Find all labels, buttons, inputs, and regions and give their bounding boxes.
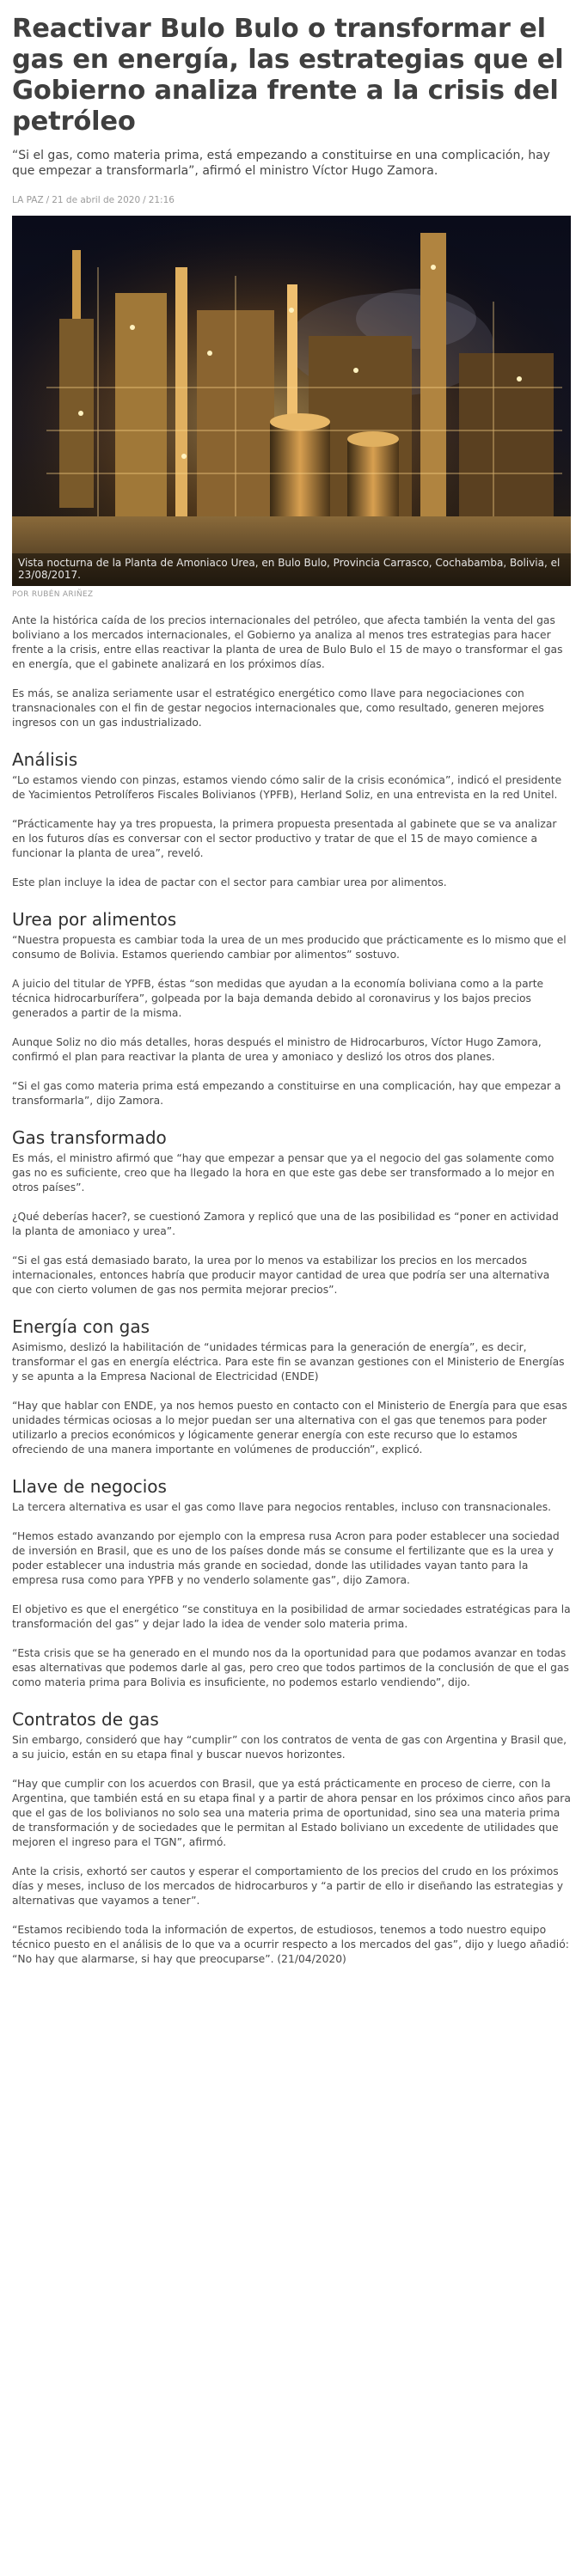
paragraph: “Hemos estado avanzando por ejemplo con la empresa rusa Acron para poder establecer una sociedad de inversión en Brasil, que es uno de los países donde más se consume el fertilizante que es la urea y poder establecer una industria más grande en sociedad, donde las utilidades vayan tanto para la empresa rusa como para YPFB y no venderlo solamente gas”, dijo Zamora. (12, 1530, 560, 1586)
paragraph: “Prácticamente hay ya tres propuesta, la primera propuesta presentada al gabinete que se va analizar en los futuros días es conversar con el sector productivo y tratar de que el 15 de mayo comience a funcionar la planta de urea”, reveló. (12, 818, 557, 859)
subheading-urea-por-alimentos: Urea por alimentos (12, 909, 177, 930)
subheading-analisis: Análisis (12, 749, 78, 770)
paragraph: “Hay que cumplir con los acuerdos con Brasil, que ya está prácticamente en proceso de cierre, con la Argentina, que también está en su etapa final y a partir de ahora pensar en los próximos cinco años para que el gas de los bolivianos no solo sea una materia prima de oportunidad, sino sea una materia prima de transformación y de sociedades que le permitan al Estado boliviano un excedente de utilidades que mejoren el ingreso para el TGN”, afirmó. (12, 1778, 571, 1848)
paragraph: “Lo estamos viendo con pinzas, estamos viendo cómo salir de la crisis económica”, indicó el presidente de Yacimientos Petrolíferos Fiscales Bolivianos (YPFB), Herland Soliz, en una entrevista en la red Unitel. (12, 774, 562, 801)
dateline: LA PAZ / 21 de abril de 2020 / 21:16 (12, 195, 175, 205)
paragraph: Asimismo, deslizó la habilitación de “unidades térmicas para la generación de energía”, es decir, transformar el gas en energía eléctrica. Para este fin se avanzan gestiones con el Ministerio de Energías y se apunta a la Empresa Nacional de Electricidad (ENDE) (12, 1341, 565, 1383)
subheading-gas-transformado: Gas transformado (12, 1127, 167, 1148)
paragraph: Ante la crisis, exhortó ser cautos y esperar el comportamiento de los precios del crudo en los próximos días y meses, incluso de los mercados de hidrocarburos y “a partir de ello ir diseñando las estrategias y alternativas que vayamos a tener”. (12, 1865, 564, 1907)
paragraph: Es más, el ministro afirmó que “hay que empezar a pensar que ya el negocio del gas solamente como gas no es suficiente, creo que ha llegado la hora en que este gas debe ser transformado a lo mejor en otros países”. (12, 1152, 554, 1193)
paragraph: “Esta crisis que se ha generado en el mundo nos da la oportunidad para que podamos avanzar en todas esas alternativas que podemos darle al gas, pero creo que todos partimos de la conclusión de que el gas como materia prima para Bolivia es insuficiente, no podemos estarlo vendiendo”, dijo. (12, 1647, 569, 1688)
paragraph: “Nuestra propuesta es cambiar toda la urea de un mes producido que prácticamente es lo mismo que el consumo de Bolivia. Estamos queriendo cambiar por alimentos” sostuvo. (12, 934, 567, 961)
paragraph: Es más, se analiza seriamente usar el estratégico energético como llave para negociaciones con transnacionales con el fin de gestar negocios internacionales que, como resultado, generen mejores ingresos con un gas industrializado. (12, 687, 544, 729)
industrial-plant-night-image (12, 216, 571, 586)
paragraph: “Si el gas está demasiado barato, la urea por lo menos va estabilizar los precios en los mercados internacionales, entonces habría que producir mayor cantidad de urea que podría ser una alternativa que con cierto volumen de gas nos permita mejorar precios”. (12, 1254, 550, 1296)
lead-summary: “Si el gas, como materia prima, está empezando a constituirse en una complicación, hay que empezar a transformarla”, afirmó el ministro Víctor Hugo Zamora. (12, 149, 550, 178)
subheading-energia-con-gas: Energía con gas (12, 1316, 150, 1337)
dateline-date: 21 de abril de 2020 (52, 195, 141, 205)
paragraph: Ante la histórica caída de los precios internacionales del petróleo, que afecta también la venta del gas boliviano a los mercados internacionales, el Gobierno ya analiza al menos tres estrategias para hacer frente a la crisis, entre ellas reactivar la planta de urea de Bulo Bulo el 15 de mayo o transformar el gas en energía, que el gabinete analizará en los próximos días. (12, 614, 563, 670)
paragraph: Aunque Soliz no dio más detalles, horas después el ministro de Hidrocarburos, Víctor Hugo Zamora, confirmó el plan para reactivar la planta de urea y amoniaco y deslizó los otros dos planes. (12, 1036, 542, 1063)
paragraph: Este plan incluye la idea de pactar con el sector para cambiar urea por alimentos. (12, 876, 447, 888)
paragraph: “Hay que hablar con ENDE, ya nos hemos puesto en contacto con el Ministerio de Energía para que esas unidades térmicas ociosas a lo mejor puedan ser una alternativa con el gas que tenemos para poder utilizarlo a precios económicos y lógicamente generar energía con este recurso que lo estamos ofreciendo de una manera importante en volúmenes de producción”, explicó. (12, 1400, 567, 1456)
paragraph: “Estamos recibiendo toda la información de expertos, de estudiosos, tenemos a todo nuestro equipo técnico puesto en el análisis de lo que va a ocurrir respecto a los mercados del gas”, dijo y luego añadió: “No hay que alarmarse, si hay que preocuparse”. (21/04/2020) (12, 1924, 569, 1965)
dateline-time: 21:16 (148, 195, 175, 205)
paragraph: A juicio del titular de YPFB, éstas “son medidas que ayudan a la economía boliviana como a la parte técnica hidrocarburífera”, golpeada por la baja demanda debido al coronavirus y los bajos precios generados a partir de la misma. (12, 978, 544, 1019)
photo-caption: Vista nocturna de la Planta de Amoniaco Urea, en Bulo Bulo, Provincia Carrasco, Cochabamba, Bolivia, el 23/08/2017. (12, 553, 571, 586)
paragraph: “Si el gas como materia prima está empezando a constituirse en una complicación, hay que empezar a transformarla”, dijo Zamora. (12, 1080, 561, 1107)
article (12, 0, 571, 1967)
photo-credit: POR RUBÉN ARIÑEZ (12, 590, 94, 599)
paragraph: ¿Qué deberías hacer?, se cuestionó Zamora y replicó que una de las posibilidad es “poner en actividad la planta de amoniaco y urea”. (12, 1211, 559, 1237)
subheading-contratos-de-gas: Contratos de gas (12, 1709, 159, 1730)
paragraph: Sin embargo, consideró que hay “cumplir” con los contratos de venta de gas con Argentina y Brasil que, a su juicio, están en su etapa final y buscar nuevos horizontes. (12, 1734, 567, 1761)
dateline-location: LA PAZ (12, 195, 44, 205)
subheading-llave-de-negocios: Llave de negocios (12, 1476, 167, 1497)
paragraph: La tercera alternativa es usar el gas como llave para negocios rentables, incluso con transnacionales. (12, 1501, 552, 1513)
paragraph: El objetivo es que el energético “se constituya en la posibilidad de armar sociedades estratégicas para la transformación del gas” y dejar lado la idea de vender solo materia prima. (12, 1603, 571, 1630)
lead-photo[interactable] (12, 216, 571, 586)
headline: Reactivar Bulo Bulo o transformar el gas en energía, las estrategias que el Gobierno analiza frente a la crisis del petróleo (12, 14, 564, 137)
